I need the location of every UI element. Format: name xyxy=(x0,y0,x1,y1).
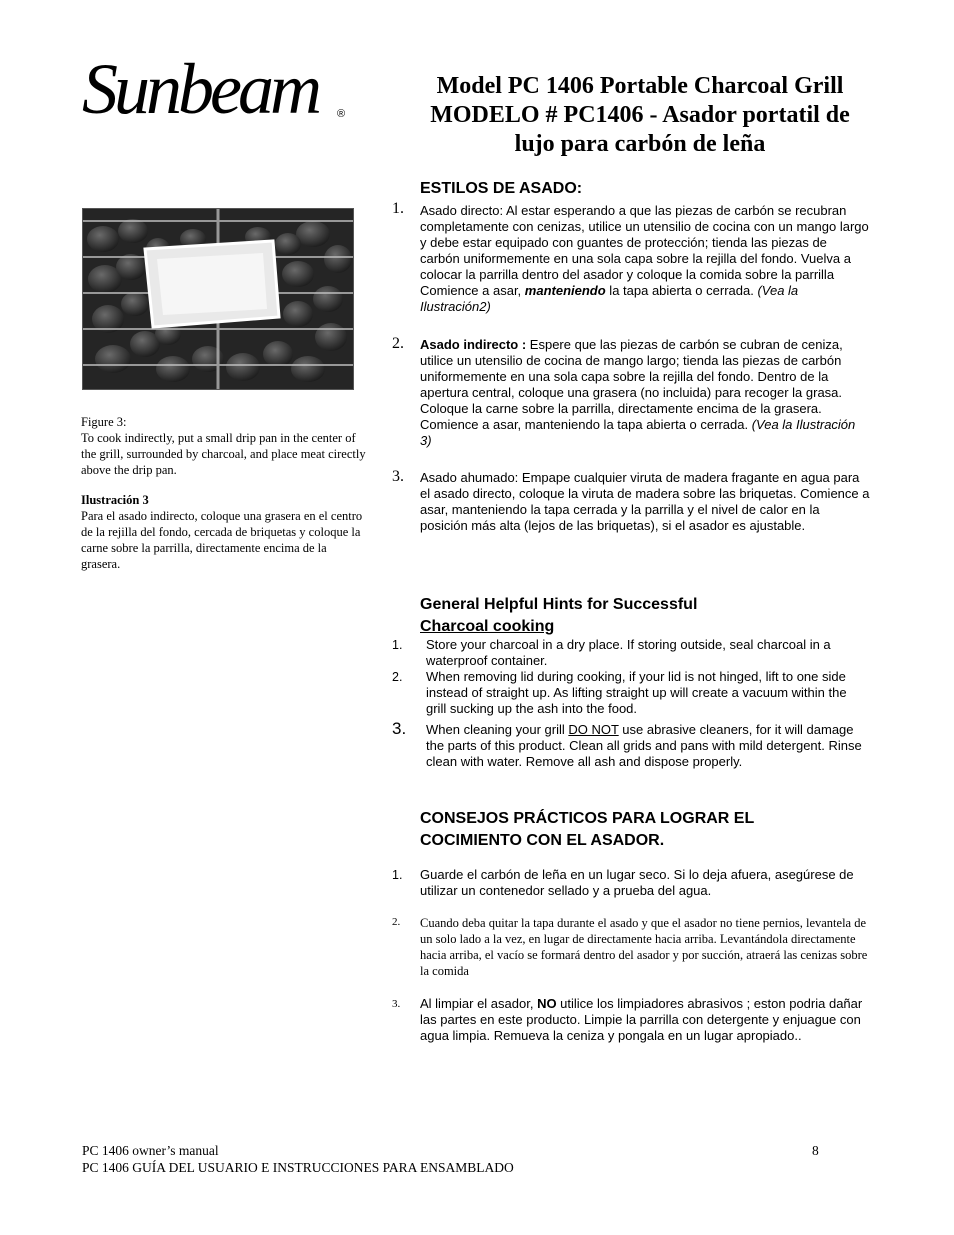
list-item: Store your charcoal in a dry place. If storing outside, seal charcoal in a waterproof container. xyxy=(426,637,831,668)
footer-manual-title: PC 1406 owner’s manual xyxy=(82,1143,219,1158)
title-line-3: lujo para carbón de leña xyxy=(514,131,766,157)
title-line-2: MODELO # PC1406 - Asador portatil de xyxy=(430,102,850,128)
list-item: Asado ahumado: Empape cualquier viruta de madera fragante en agua para el asado directo, coloque la viruta de madera sobre las briquetas. Comience a asar, manteniendo la tapa cerrada y la parrilla y el nivel de calor en la posición más alta (lejos de las briquetas), si el asador es ajustable. xyxy=(420,470,870,533)
grill-photo xyxy=(82,208,354,390)
section-heading-consejos: CONSEJOS PRÁCTICOS PARA LOGRAR EL COCIMIENTO CON EL ASADOR. xyxy=(420,810,755,849)
list-item: Asado indirecto : Espere que las piezas de carbón se cubran de ceniza, utilice un utensilio de cocina de mango largo; tienda las piezas de carbón uniformemente en una sola capa sobre la rejilla del fondo. Dentro de la apertura central, coloque una grasera (no incluida) para recoger la grasa. Coloque la carne sobre la parrilla, directamente encima de la grasera. Comience a asar, manteniendo la tapa abierta o cerrada. (Vea la Ilustración 3) xyxy=(420,337,856,448)
list-number: 3. xyxy=(392,998,401,1010)
caption-label: Ilustración 3 xyxy=(81,493,149,507)
caption-label: Figure 3: xyxy=(81,415,127,429)
figure-caption-spanish xyxy=(81,492,366,572)
list-item: Asado directo: Al estar esperando a que las piezas de carbón se recubran completamente con cenizas, utilice un utensilio de cocina con un mango largo y debe estar equipado con guantes de protección; tienda las piezas de carbón uniformemente en una sola capa sobre la rejilla del fondo. Vuelva a colocar la parrilla dentro del asador y coloque la comida sobre la parrilla Comience a asar, manteniendo la tapa abierta o cerrada. (Vea la Ilustración2) xyxy=(420,203,869,314)
figure-caption-english xyxy=(81,414,366,478)
list-number: 2. xyxy=(392,916,401,928)
list-item: Cuando deba quitar la tapa durante el asado y que el asador no tiene pernios, levantela de un solo lado a la vez, en lugar de directamente hacia arriba. Levantándola directamente hacia arriba, el vacío se formará dentro del asador y por succión, atraerá las cenizas sobre la comida xyxy=(420,916,868,978)
charcoal-drip-pan-image xyxy=(83,209,353,389)
registered-mark: ® xyxy=(337,108,346,120)
page-number: 8 xyxy=(812,1143,819,1158)
list-item: When cleaning your grill DO NOT use abrasive cleaners, for it will damage the parts of this product. Clean all grids and pans with mild detergent. Rinse clean with water. Remove all ash and dispose properly. xyxy=(426,722,862,769)
section-heading-estilos: ESTILOS DE ASADO: xyxy=(420,180,583,197)
page-title xyxy=(400,72,880,159)
list-number: 3. xyxy=(392,468,404,485)
list-number: 2. xyxy=(392,335,404,352)
list-number: 1. xyxy=(392,868,403,882)
list-number: 1. xyxy=(392,638,403,652)
section-heading-hints: General Helpful Hints for Successful Charcoal cooking xyxy=(420,596,698,635)
list-number: 3. xyxy=(392,719,407,738)
logo-wordmark: Sunbeam xyxy=(82,49,318,129)
list-item: Al limpiar el asador, NO utilice los limpiadores abrasivos ; eston podria dañar las partes en este producto. Limpie la parrilla con detergente y enjuague con agua limpia. Remueva la ceniza y pongala en un lugar apropiado.. xyxy=(420,996,863,1043)
list-number: 1. xyxy=(392,200,404,217)
caption-text: Para el asado indirecto, coloque una grasera en el centro de la rejilla del fondo, cercada de briquetas y coloque la carne sobre la parrilla, directamente encima de la grasera. xyxy=(81,509,363,571)
list-item: When removing lid during cooking, if your lid is not hinged, lift to one side instead of straight up. As lifting straight up will create a vacuum within the grill sucking up the ash into the food. xyxy=(426,669,847,716)
list-number: 2. xyxy=(392,670,403,684)
title-line-1: Model PC 1406 Portable Charcoal Grill xyxy=(436,73,844,99)
caption-text: To cook indirectly, put a small drip pan in the center of the grill, surrounded by charcoal, and place meat cirectly above the drip pan. xyxy=(81,431,366,477)
footer-manual-title-spanish: PC 1406 GUÍA DEL USUARIO E INSTRUCCIONES PARA ENSAMBLADO xyxy=(82,1160,514,1174)
list-item: Guarde el carbón de leña en un lugar seco. Si lo deja afuera, asegúrese de utilizar un contenedor sellado y a prueba del agua. xyxy=(420,867,854,898)
sunbeam-logo xyxy=(82,49,352,142)
